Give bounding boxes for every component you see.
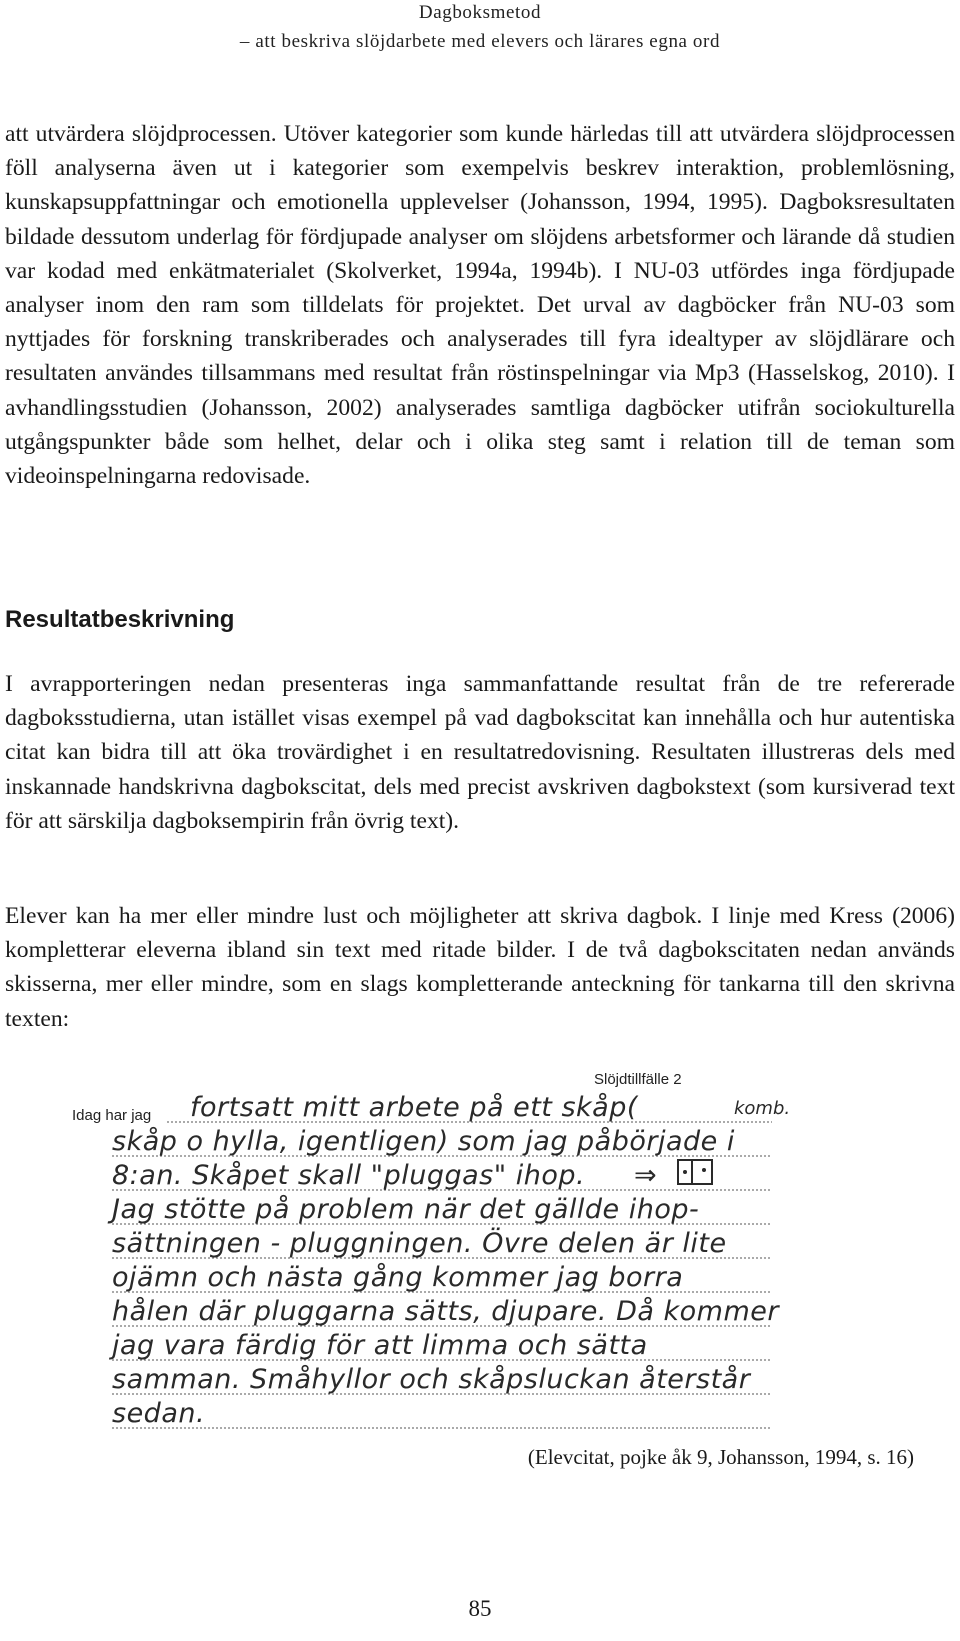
body-paragraph-3: Elever kan ha mer eller mindre lust och möjligheter att skriva dagbok. I linje med Kress (2006) kompletterar eleverna ibland sin text med ritade bilder. I de två dagbokscitaten nedan används skisserna, mer eller mindre, som en slags kompletterande anteckning för tankarna till den skrivna texten: [5, 903, 955, 1032]
section-heading: Resultatbeskrivning [5, 606, 235, 633]
handwriting-line-8: jag vara färdig för att limma och sätta [112, 1330, 648, 1361]
page-number: 85 [468, 1596, 492, 1621]
running-head-subtitle: – att beskriva slöjdarbete med elevers och lärares egna ord [239, 31, 721, 52]
handwriting-line-4: Jag stötte på problem när det gällde ihop- [112, 1194, 700, 1225]
body-paragraph-2: I avrapporteringen nedan presenteras inga sammanfattande resultat från de tre refererade dagboksstudierna, utan istället visas exempel på vad dagbokscitat kan innehålla och hur autentiska citat kan bidra till att öka trovärdighet i en resultatredovisning. Resultaten illustreras dels med inskannade handskrivna dagbokscitat, dels med precist avskriven dagbokstext (som kursiverad text för att särskilja dagboksempirin från övrig text). [5, 671, 955, 834]
handwriting-line-6: ojämn och nästa gång kommer jag borra [112, 1262, 684, 1293]
handwriting-line-1: fortsatt mitt arbete på ett skåp( [190, 1092, 638, 1123]
body-paragraph-1: att utvärdera slöjdprocessen. Utöver kategorier som kunde härledas till att utvärdera slöjdprocessen föll analyserna även ut i kategorier som exempelvis beskrev interaktion, problemlösning, kunskapsuppfattningar och emotionella upplevelser (Johansson, 1994, 1995). Dagboksresultaten bildade dessutom underlag för fördjupade analyser om slöjdens arbetsformer och lärande då studien var kodad med enkätmaterialet (Skolverket, 1994a, 1994b). I NU-03 utfördes inga fördjupade analyser inom den ram som tilldelats för projektet. Det urval av dagböcker från NU-03 som nyttjades för forskning transkriberades och analyserades till fyra idealtyper av slöjdlärare och resultaten användes tillsammans med resultat från röstinspelningar via Mp3 (Hasselskog, 2010). I avhandlingsstudien (Johansson, 2002) analyserades samtliga dagböcker utifrån sociokulturella utgångspunkter både som helhet, delar och i olika steg samt i relation till de teman som videoinspelningarna redovisade. [5, 121, 955, 490]
handwriting-line-2: skåp o hylla, igentligen) som jag påbörjade i [112, 1126, 735, 1157]
figure-caption: (Elevcitat, pojke åk 9, Johansson, 1994, s. 16) [527, 1445, 914, 1469]
diary-header-label: Slöjdtillfälle 2 [594, 1071, 682, 1088]
diary-prompt-label: Idag har jag [72, 1107, 152, 1124]
handwriting-line-9: samman. Småhyllor och skåpsluckan återstår [112, 1364, 751, 1395]
running-head-title: Dagboksmetod [418, 2, 542, 23]
sketch-icon [678, 1160, 712, 1184]
diary-scan [72, 1060, 872, 1450]
handwriting-line-7: hålen där pluggarna sätts, djupare. Då kommer [112, 1296, 779, 1327]
handwriting-margin-note: komb. [734, 1098, 791, 1119]
handwriting-arrow-note: ⇒ [634, 1160, 658, 1191]
handwriting-line-10: sedan. [112, 1398, 206, 1429]
handwriting-line-3: 8:an. Skåpet skall "pluggas" ihop. [112, 1160, 586, 1191]
handwriting-line-5: sättningen - pluggningen. Övre delen är lite [112, 1228, 727, 1259]
